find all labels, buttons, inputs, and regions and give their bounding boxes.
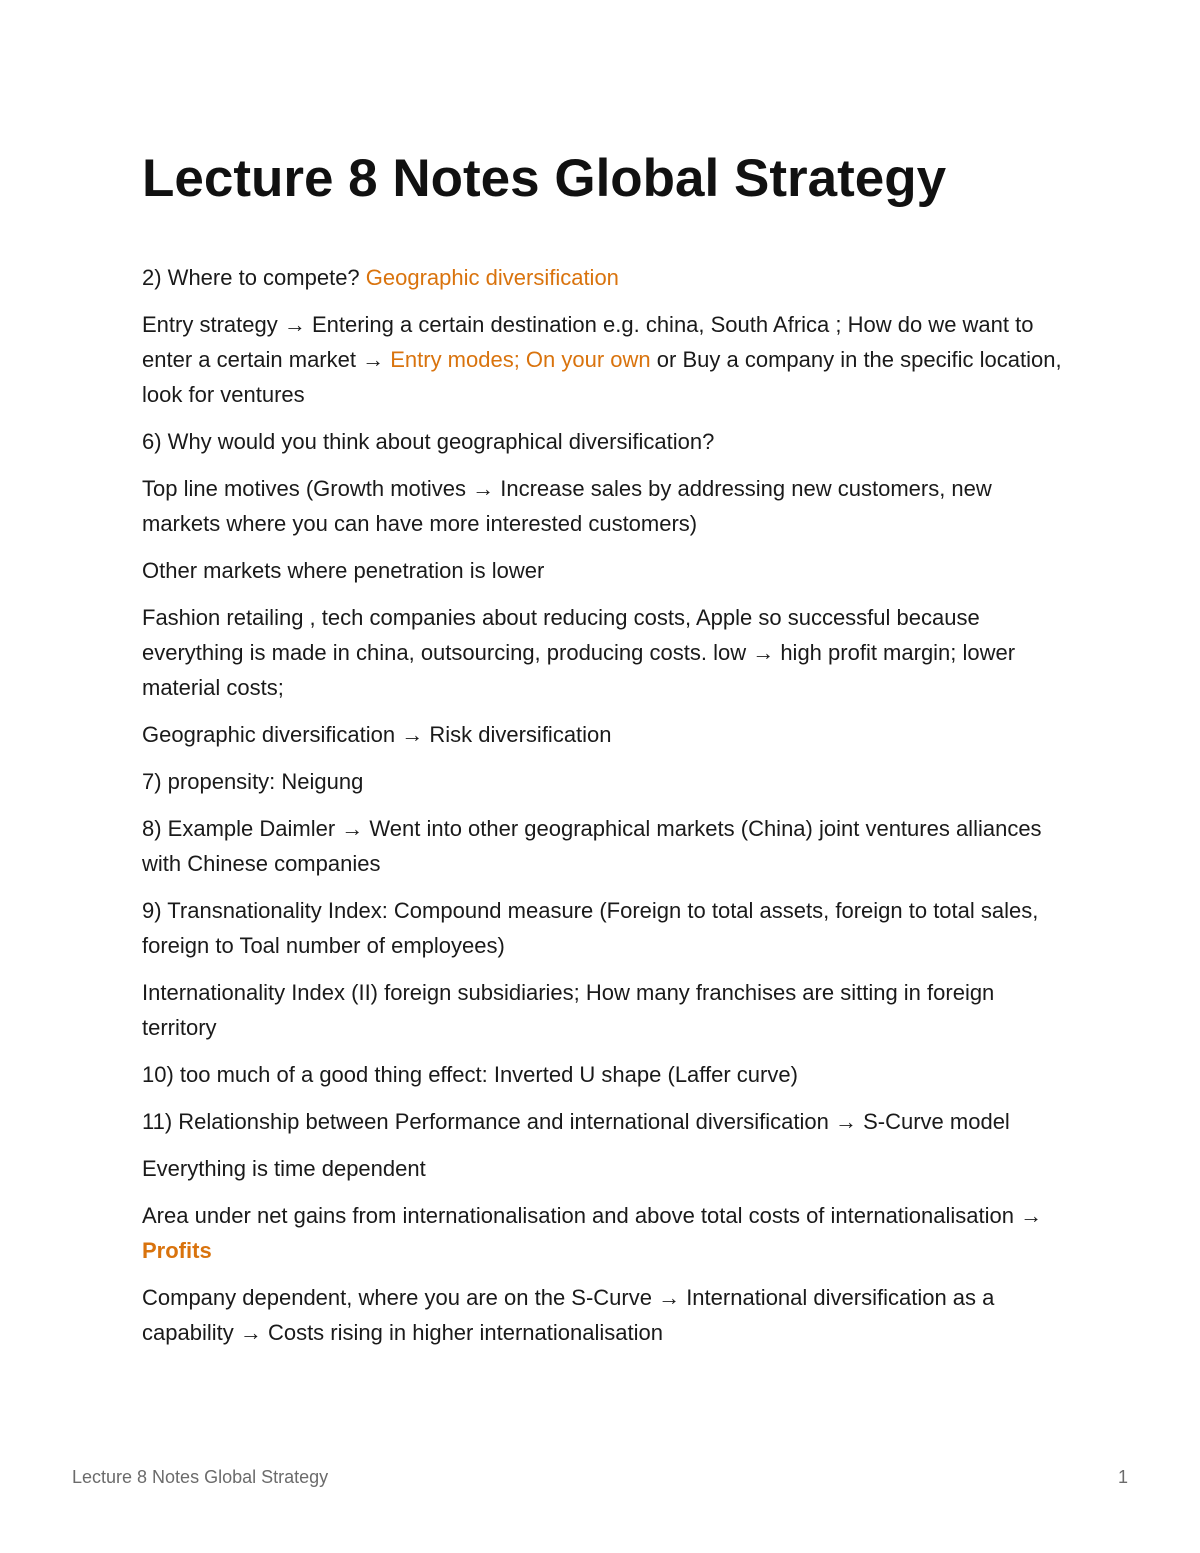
- paragraph-daimler-example: 8) Example Daimler → Went into other geographical markets (China) joint ventures alliances with Chinese companies: [142, 816, 1042, 876]
- paragraph-transnationality-index: 9) Transnationality Index: Compound measure (Foreign to total assets, foreign to total sales, foreign to Toal number of employees): [142, 898, 1039, 958]
- paragraph-area-under-net-gains: [142, 1198, 1062, 1268]
- paragraph-where-to-compete: [142, 260, 1062, 295]
- paragraph-text: Entry strategy → Entering a certain destination e.g. china, South Africa ; How do we want to enter a certain market →: [142, 312, 1034, 372]
- paragraph-internationality-index: Internationality Index (II) foreign subsidiaries; How many franchises are sitting in foreign territory: [142, 980, 995, 1040]
- paragraph-s-curve-model: 11) Relationship between Performance and international diversification → S-Curve model: [142, 1109, 1010, 1134]
- page-title: Lecture 8 Notes Global Strategy: [142, 149, 947, 208]
- paragraph-text: or Buy a company in the specific location, look for ventures: [142, 347, 1062, 407]
- paragraph-text: 2) Where to compete?: [142, 265, 366, 290]
- paragraph-why-diversification: 6) Why would you think about geographical diversification?: [142, 429, 715, 454]
- paragraph-fashion-retailing: Fashion retailing , tech companies about reducing costs, Apple so successful because everything is made in china, outsourcing, producing costs. low → high profit margin; lower material costs;: [142, 605, 1016, 700]
- highlight-geographic-diversification: Geographic diversification: [365, 265, 619, 290]
- paragraph-propensity: 7) propensity: Neigung: [142, 769, 364, 794]
- footer-page-number: 1: [1117, 1467, 1128, 1487]
- highlight-profits: Profits: [142, 1238, 212, 1263]
- paragraph-time-dependent: Everything is time dependent: [142, 1156, 426, 1181]
- paragraph-entry-strategy: [142, 307, 1062, 412]
- highlight-entry-modes: Entry modes; On your own: [390, 347, 651, 372]
- paragraph-other-markets: Other markets where penetration is lower: [142, 558, 545, 583]
- paragraph-top-line-motives: Top line motives (Growth motives → Increase sales by addressing new customers, new markets where you can have more interested customers): [142, 476, 992, 536]
- paragraph-too-much-good-thing: 10) too much of a good thing effect: Inverted U shape (Laffer curve): [142, 1062, 798, 1087]
- footer-title: Lecture 8 Notes Global Strategy: [72, 1467, 329, 1487]
- page-content: [142, 142, 1062, 1362]
- paragraph-text: Area under net gains from internationalisation and above total costs of internationalisation →: [142, 1203, 1043, 1228]
- page-footer: [72, 1464, 1128, 1490]
- paragraph-company-dependent: Company dependent, where you are on the S-Curve → International diversification as a capability → Costs rising in higher internationalisation: [142, 1285, 995, 1345]
- paragraph-risk-diversification: Geographic diversification → Risk diversification: [142, 722, 612, 747]
